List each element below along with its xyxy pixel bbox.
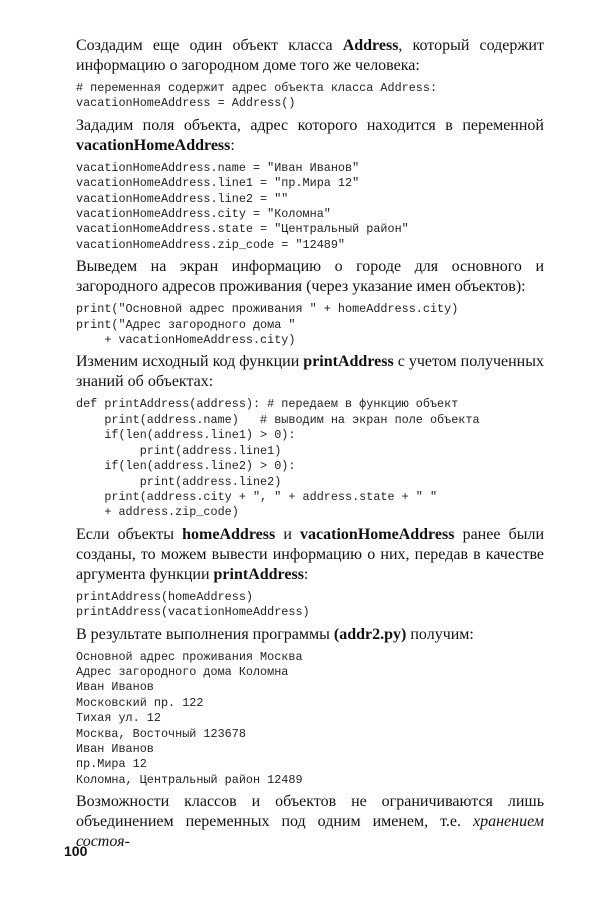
program-filename: (addr2.py) bbox=[333, 625, 407, 643]
text-run: Создадим еще один объект класса bbox=[76, 37, 343, 54]
function-name: printAddress bbox=[213, 565, 304, 583]
text-run: и bbox=[275, 525, 301, 543]
code-block-function-def: def printAddress(address): # передаем в функцию объект print(address.name) # выводим на экран поле объекта if(len(address.line1) > 0): print(address.line1) if(len(address.line2) > 0): print(address.line2) print(address.city + ", " + address.state + " " + address.zip_code) bbox=[76, 397, 480, 520]
code-block-output: Основной адрес проживания Москва Адрес загородного дома Коломна Иван Иванов Московский пр. 122 Тихая ул. 12 Москва, Восточный 123678 Иван Иванов пр.Мира 12 Коломна, Центральный район 12489 bbox=[76, 649, 303, 787]
text-run: Возможности классов и объектов не ограничиваются лишь объединением переменных под одним именем, т.е. bbox=[76, 793, 544, 831]
text-run: , который содержит информацию о загородном доме того же человека: bbox=[76, 37, 544, 74]
paragraph-result bbox=[76, 625, 544, 645]
function-name: printAddress bbox=[303, 353, 394, 371]
text-run: с учетом полученных знаний об объектах: bbox=[76, 353, 544, 391]
code-block-assign-fields: vacationHomeAddress.name = "Иван Иванов" vacationHomeAddress.line1 = "пр.Мира 12" vacationHomeAddress.line2 = "" vacationHomeAddress.city = "Коломна" vacationHomeAddress.state = "Центральный район" vacationHomeAddress.zip_code = "12489" bbox=[76, 160, 409, 252]
text-run: Зададим поля объекта, адрес которого находится в переменной bbox=[76, 116, 544, 134]
variable-name: vacationHomeAddress bbox=[76, 136, 231, 154]
paragraph-conclusion bbox=[76, 792, 544, 852]
page-number: 100 bbox=[64, 843, 88, 859]
code-block-create-object: # переменная содержит адрес объекта класса Address: vacationHomeAddress = Address() bbox=[76, 81, 438, 111]
text-run: получим: bbox=[406, 625, 474, 643]
paragraph-print-city bbox=[76, 257, 544, 297]
paragraph-intro bbox=[76, 36, 544, 76]
paragraph-set-fields bbox=[76, 116, 544, 156]
text-run: : bbox=[303, 565, 309, 583]
text-run: ранее были созданы, то можем вывести информацию о них, передав в качестве аргумента функции bbox=[76, 525, 545, 583]
text-run: Изменим исходный код функции bbox=[76, 353, 304, 371]
code-block-print-city: print("Основной адрес проживания " + homeAddress.city) print("Адрес загородного дома " + vacationHomeAddress.city) bbox=[76, 302, 459, 348]
text-run: : bbox=[230, 136, 235, 154]
class-name-address: Address bbox=[342, 37, 399, 54]
text-run: Если объекты bbox=[76, 525, 183, 543]
object-name: vacationHomeAddress bbox=[300, 525, 455, 543]
emphasis-text: хранением состоя- bbox=[76, 813, 544, 851]
page-content bbox=[76, 36, 544, 852]
text-run: В результате выполнения программы bbox=[76, 625, 334, 643]
code-block-calls: printAddress(homeAddress) printAddress(vacationHomeAddress) bbox=[76, 589, 310, 620]
object-name: homeAddress bbox=[182, 525, 276, 543]
paragraph-modify-function bbox=[76, 352, 544, 392]
text-run: Выведем на экран информацию о городе для основного и загородного адресов проживания (через указание имен объектов): bbox=[76, 258, 544, 296]
paragraph-call-function bbox=[76, 525, 544, 585]
